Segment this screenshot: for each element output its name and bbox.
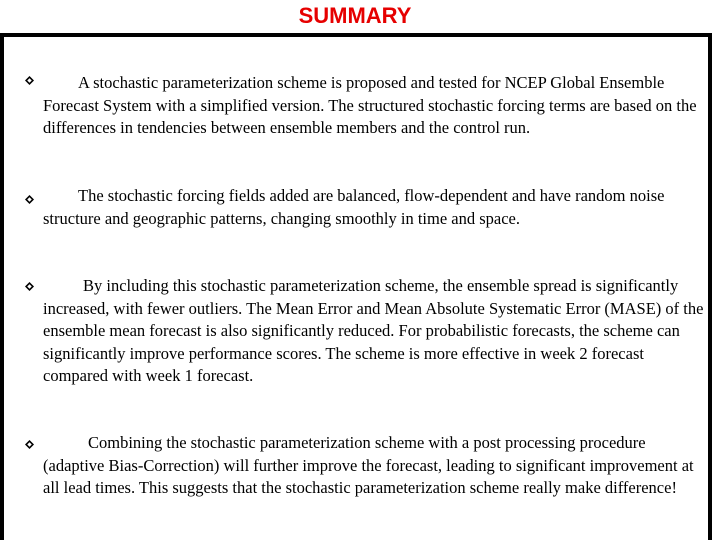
diamond-bullet-icon [25, 195, 34, 204]
diamond-bullet-icon [25, 282, 34, 291]
bullet-text: By including this stochastic parameterization scheme, the ensemble spread is significantly increased, with fewer outliers. The Mean Error and Mean Absolute Systematic Error (MASE) of the ensemble mean forecast is also significantly reduced. For probabilistic forecasts, the scheme can significantly improve performance scores. The scheme is more effective in week 2 forecast compared with week 1 forecast. [43, 276, 704, 386]
bullet-text: Combining the stochastic parameterization scheme with a post processing procedure (adaptive Bias-Correction) will further improve the forecast, leading to significant improvement at all lead times. This suggests that the stochastic parameterization scheme really make difference! [43, 433, 694, 498]
slide-title: SUMMARY [298, 3, 412, 28]
diamond-bullet-icon [25, 76, 34, 85]
bullet-text: The stochastic forcing fields added are balanced, flow-dependent and have random noise structure and geographic patterns, changing smoothly in time and space. [43, 186, 665, 228]
diamond-bullet-icon [25, 440, 34, 449]
bullet-text: A stochastic parameterization scheme is proposed and tested for NCEP Global Ensemble Forecast System with a simplified version. The structured stochastic forcing terms are based on the differences in tendencies between ensemble members and the control run. [43, 73, 697, 138]
